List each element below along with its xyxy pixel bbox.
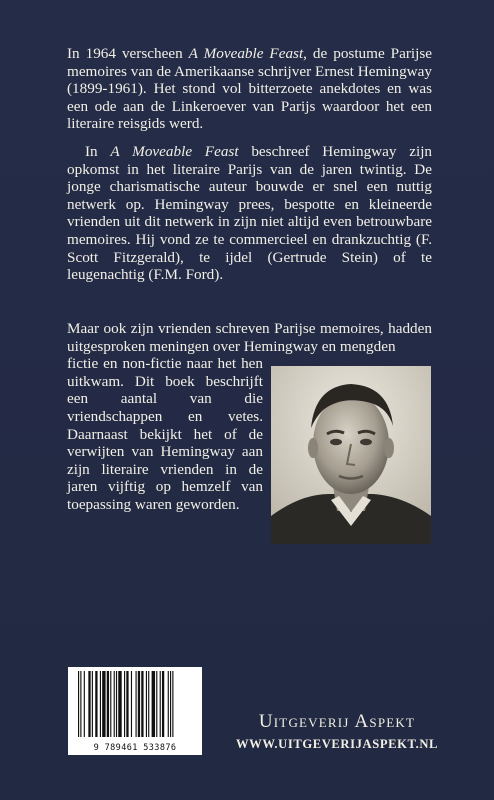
isbn-number: 9 789461 533876 [93, 743, 177, 753]
portrait-image [271, 366, 431, 544]
publisher-website: WWW.UITGEVERIJASPEKT.NL [235, 737, 439, 751]
author-photo [271, 366, 431, 544]
isbn-barcode [68, 667, 202, 755]
book-title: A Moveable Feast [188, 45, 304, 62]
closing-lead-text: Maar ook zijn vrienden schreven Parijse memoires, hadden uitgesproken meningen over Hemingway en mengden [67, 320, 432, 355]
intro-paragraph: In 1964 verscheen A Moveable Feast, de postume Parijse memoires van de Amerikaanse schrijver Ernest Hemingway (1899-1961). Het stond vol bitterzoete anekdotes en was een ode aan de Linkeroever van Parijs waardoor het een literaire reisgids werd. [67, 45, 432, 133]
closing-wrapped-text: fictie en non-fictie naar het hen uitkwam. Dit boek beschrijft een aantal van die vriendschappen en vetes. Daarnaast bekijkt het of de verwijten van Hemingway aan zijn literaire vrienden in de jaren vijftig op hemzelf van toepassing waren geworden. [67, 355, 263, 513]
book-title: A Moveable Feast [110, 143, 239, 160]
publisher-name: Uitgeverij Aspekt [258, 711, 416, 732]
barcode-bars [68, 667, 202, 741]
body-paragraph: In A Moveable Feast beschreef Hemingway zijn opkomst in het literaire Parijs van de jaren twintig. De jonge charismatische auteur bouwde er snel een nuttig netwerk op. Hemingway prees, bespotte en kleineerde vrienden uit dit netwerk in zijn niet altijd even betrouwbare memoires. Hij vond ze te commercieel en drankzuchtig (F. Scott Fitzgerald), te ijdel (Gertrude Stein) of te leugenachtig (F.M. Ford). [67, 143, 433, 284]
